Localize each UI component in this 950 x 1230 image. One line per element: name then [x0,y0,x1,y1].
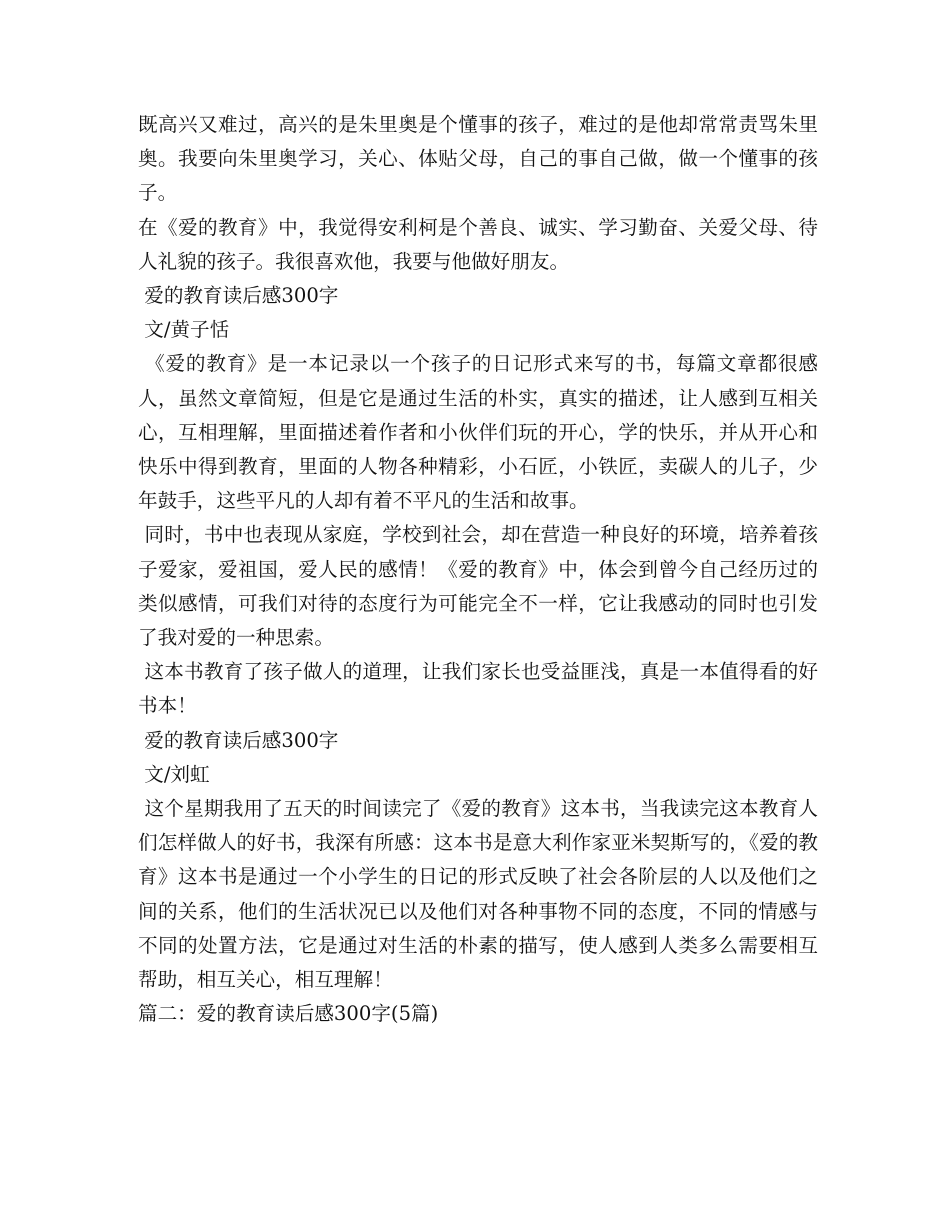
essay-author-2: 文/刘虹 [138,762,210,786]
paragraph-family-school-society: 同时，书中也表现从家庭，学校到社会，却在营造一种良好的环境，培养着孩子爱家，爱祖国，爱人民的感情！《爱的教育》中，体会到曾今自己经历过的类似感情，可我们对待的态度行为可能完全不一样，它让我感动的同时也引发了我对爱的一种思索。 [138,523,818,650]
section-heading-part-two: 篇二：爱的教育读后感300字(5篇) [138,1002,439,1026]
paragraph-five-days: 这个星期我用了五天的时间读完了《爱的教育》这本书，当我读完这本教育人们怎样做人的好书，我深有所感：这本书是意大利作家亚米契斯写的，《爱的教育》这本书是通过一个小学生的日记的形式反映了社会各阶层的人以及他们之间的关系，他们的生活状况已以及他们对各种事物不同的态度，不同的情感与不同的处置方法，它是通过对生活的朴素的描写，使人感到人类多么需要相互帮助，相互关心，相互理解！ [138,797,818,992]
paragraph-anliko: 在《爱的教育》中，我觉得安利柯是个善良、诚实、学习勤奋、关爱父母、待人礼貌的孩子。我很喜欢他，我要与他做好朋友。 [138,215,818,273]
paragraph-book-description: 《爱的教育》是一本记录以一个孩子的日记形式来写的书，每篇文章都很感人，虽然文章简短，但是它是通过生活的朴实，真实的描述，让人感到互相关心，互相理解，里面描述着作者和小伙伴们玩的开心，学的快乐，并从开心和快乐中得到教育，里面的人物各种精彩，小石匠，小铁匠，卖碳人的儿子，少年鼓手，这些平凡的人却有着不平凡的生活和故事。 [138,352,819,513]
essay-title-2: 爱的教育读后感300字 [138,728,339,752]
essay-title-1: 爱的教育读后感300字 [138,284,339,308]
paragraph-book-lesson: 这本书教育了孩子做人的道理，让我们家长也受益匪浅，真是一本值得看的好书本！ [138,660,818,718]
paragraph-intro-continued: 既高兴又难过，高兴的是朱里奥是个懂事的孩子，难过的是他却常常责骂朱里奥。我要向朱里奥学习，关心、体贴父母，自己的事自己做，做一个懂事的孩子。 [138,113,818,205]
essay-author-1: 文/黄子恬 [138,318,230,342]
document-page [138,108,818,1031]
